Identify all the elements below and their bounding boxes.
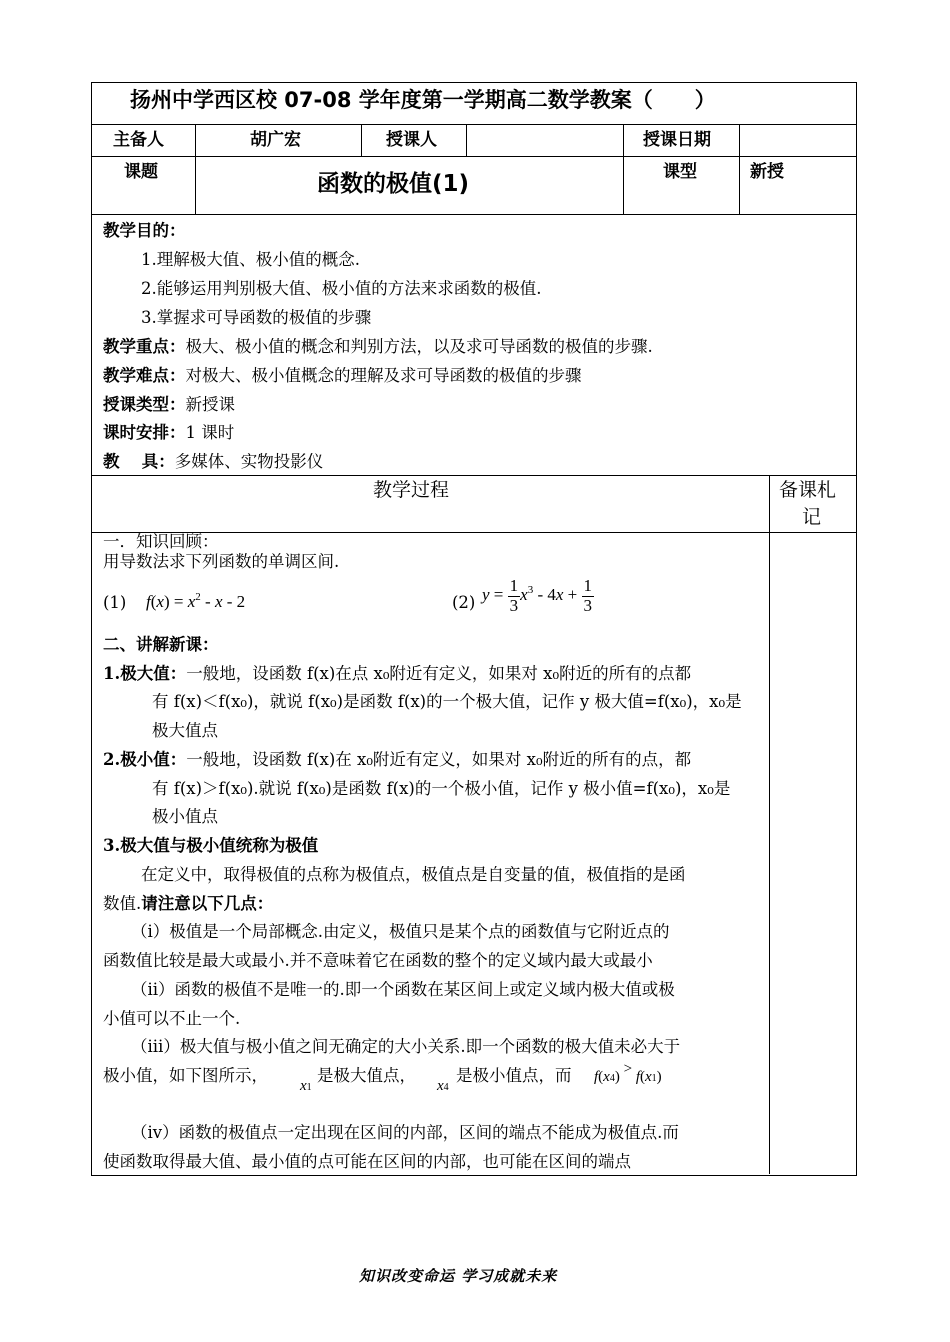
preparer-name: 胡广宏 (250, 130, 301, 150)
key-points-text: 极大、极小值的概念和判别方法，以及求可导函数的极值的步骤. (185, 337, 653, 356)
preparer-label: 主备人 (113, 130, 164, 150)
process-heading: 教学过程 (373, 479, 450, 501)
problem-2-formula: y = $\frac{1}{3}$ $x^3 - 4x$ + $\frac{1}{3}$ (482, 576, 592, 615)
row-divider (91, 156, 856, 157)
new-lesson-heading: 二、讲解新课： (103, 635, 219, 654)
col-divider (361, 124, 362, 156)
maximum-definition (103, 664, 691, 684)
problem-2-label: (2) (452, 593, 476, 612)
objective-item: 1.理解极大值、极小值的概念. (141, 250, 360, 269)
schedule-label: 课时安排： (103, 423, 186, 442)
problem-1-label: (1) (103, 593, 127, 612)
comparison-formula: f(x4) > f(x1) (594, 1061, 662, 1085)
definition-line-1: 在定义中，取得极值的点称为极值点，极值点是自变量的值，极值指的是函 (141, 865, 686, 884)
key-points (103, 337, 653, 357)
teaching-tools-text: 多媒体、实物投影仪 (174, 452, 324, 471)
col-divider (195, 124, 196, 214)
review-task: 用导数法求下列函数的单调区间. (103, 552, 340, 571)
row-divider (91, 214, 856, 215)
col-divider (466, 124, 467, 156)
row-divider (91, 475, 856, 476)
objective-item: 2.能够运用判别极大值、极小值的方法来求函数的极值. (141, 279, 542, 298)
difficulties (103, 366, 582, 386)
minimum-line-3: 极小值点 (152, 807, 218, 826)
col-divider (739, 124, 740, 214)
x4-symbol: x4 (437, 1078, 449, 1094)
point-i-line-1: （ⅰ）极值是一个局部概念.由定义，极值只是某个点的函数值与它附近点的 (131, 922, 670, 941)
difficulties-label: 教学难点： (103, 366, 186, 385)
class-type-text: 新授课 (185, 395, 235, 414)
point-ii-line-1: （ⅱ）函数的极值不是唯一的.即一个函数在某区间上或定义域内极大值或极 (131, 980, 675, 999)
teacher-label: 授课人 (386, 130, 437, 150)
notes-heading: 备课札 (779, 479, 837, 501)
point-ii-line-2: 小值可以不止一个. (103, 1009, 241, 1028)
attention-note: 请注意以下几点： (141, 894, 274, 913)
class-type-label: 授课类型： (103, 395, 186, 414)
schedule (103, 423, 234, 443)
objectives-heading: 教学目的： (103, 221, 186, 240)
objective-item: 3.掌握求可导函数的极值的步骤 (141, 308, 372, 327)
minimum-definition (103, 750, 691, 770)
type-value: 新授 (750, 162, 784, 182)
point-iv-line-2: 使函数取得最大值、最小值的点可能在区间的内部，也可能在区间的端点 (103, 1152, 631, 1171)
date-label: 授课日期 (643, 130, 711, 150)
notes-heading-cont: 记 (802, 506, 822, 528)
maximum-line-1: 一般地，设函数 f(x)在点 x₀附近有定义，如果对 x₀附近的所有的点都 (186, 664, 692, 683)
col-divider (769, 475, 770, 1174)
class-type (103, 395, 235, 415)
schedule-text: 1 课时 (185, 423, 235, 442)
maximum-line-2: 有 f(x)＜f(x₀)，就说 f(x₀)是函数 f(x)的一个极大值，记作 y 极大值=f(x₀)，x₀是 (152, 692, 742, 711)
minimum-label: 2.极小值： (103, 750, 187, 769)
type-label: 课型 (663, 162, 697, 182)
topic-label: 课题 (124, 162, 158, 182)
teaching-tools (103, 452, 323, 472)
minimum-line-1: 一般地，设函数 f(x)在 x₀附近有定义，如果对 x₀附近的所有的点，都 (186, 750, 692, 769)
point-iii-line-1: （ⅲ）极大值与极小值之间无确定的大小关系.即一个函数的极大值未必大于 (131, 1037, 681, 1056)
point-iv-line-1: （ⅳ）函数的极值点一定出现在区间的内部，区间的端点不能成为极值点.而 (131, 1123, 679, 1142)
maximum-label: 1.极大值： (103, 664, 187, 683)
minimum-line-2: 有 f(x)＞f(x₀).就说 f(x₀)是函数 f(x)的一个极小值，记作 y 极小值=f(x₀)，x₀是 (152, 779, 731, 798)
lesson-topic: 函数的极值(1) (317, 171, 470, 197)
point-i-line-2: 函数值比较是最大或最小.并不意味着它在函数的整个的定义域内最大或最小 (103, 951, 653, 970)
document-title: 扬州中学西区校 07-08 学年度第一学期高二数学教案（ ） (130, 88, 716, 112)
point-iii-line-2c: 是极小值点，而 (456, 1066, 572, 1085)
point-iii-line-2a: 极小值，如下图所示， (103, 1066, 268, 1085)
difficulties-text: 对极大、极小值概念的理解及求可导函数的极值的步骤 (185, 366, 582, 385)
extreme-heading: 3.极大值与极小值统称为极值 (103, 836, 319, 855)
page-footer: 知识改变命运 学习成就未来 (359, 1267, 558, 1285)
review-heading: 一．知识回顾： (103, 532, 219, 551)
key-points-label: 教学重点： (103, 337, 186, 356)
teaching-tools-label: 教 具： (103, 452, 175, 471)
x1-symbol: x1 (300, 1078, 312, 1094)
problem-1-formula: $f(x) = x^2 - x - 2$ (146, 591, 246, 611)
definition-line-2-a: 数值. (103, 894, 142, 913)
maximum-line-3: 极大值点 (152, 721, 218, 740)
definition-line-2 (103, 894, 273, 914)
col-divider (623, 124, 624, 214)
point-iii-line-2b: 是极大值点， (317, 1066, 416, 1085)
row-divider (91, 124, 856, 125)
